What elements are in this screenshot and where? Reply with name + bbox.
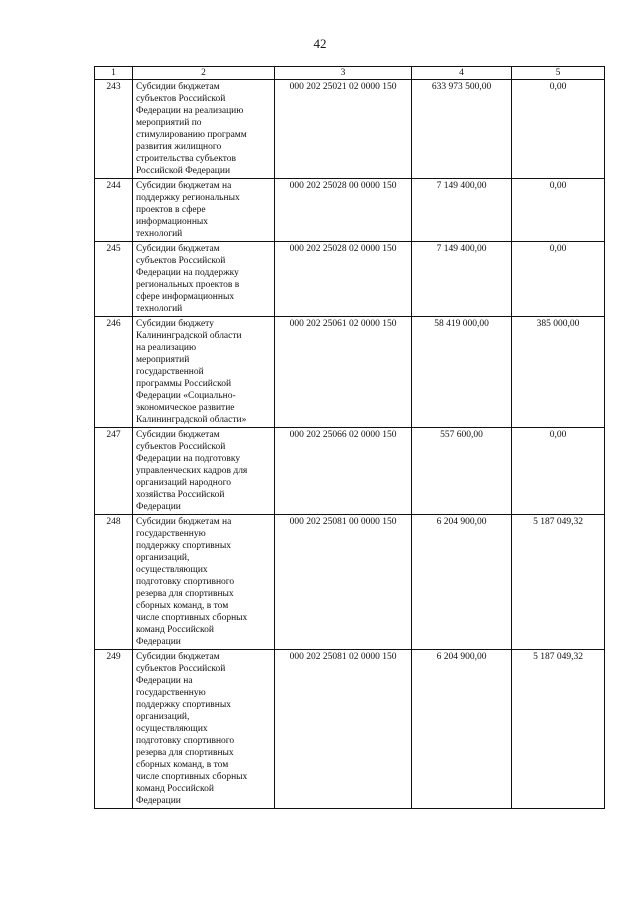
budget-code: 000 202 25028 02 0000 150	[275, 242, 412, 317]
executed-amount: 0,00	[512, 428, 605, 515]
row-number: 243	[95, 80, 133, 179]
budget-code: 000 202 25066 02 0000 150	[275, 428, 412, 515]
table-row	[95, 179, 605, 242]
column-header-5: 5	[512, 67, 605, 80]
column-header-3: 3	[275, 67, 412, 80]
planned-amount: 6 204 900,00	[412, 515, 512, 650]
table-row	[95, 428, 605, 515]
table-header-row	[95, 67, 605, 80]
column-header-1: 1	[95, 67, 133, 80]
row-number: 247	[95, 428, 133, 515]
page-number: 42	[313, 36, 327, 51]
budget-code: 000 202 25081 00 0000 150	[275, 515, 412, 650]
planned-amount: 7 149 400,00	[412, 242, 512, 317]
budget-table	[94, 66, 605, 809]
budget-code: 000 202 25081 02 0000 150	[275, 650, 412, 809]
table-row	[95, 317, 605, 428]
executed-amount: 0,00	[512, 242, 605, 317]
table-row	[95, 515, 605, 650]
planned-amount: 6 204 900,00	[412, 650, 512, 809]
column-header-2: 2	[133, 67, 275, 80]
row-number: 248	[95, 515, 133, 650]
planned-amount: 58 419 000,00	[412, 317, 512, 428]
subsidy-name: Субсидии бюджетам на государственную поддержку спортивных организаций, осуществляющих подготовку спортивного резерва для спортивных сборных команд, в том числе спортивных сборных команд Российской Федерации	[133, 515, 275, 650]
executed-amount: 5 187 049,32	[512, 515, 605, 650]
budget-code: 000 202 25061 02 0000 150	[275, 317, 412, 428]
executed-amount: 0,00	[512, 80, 605, 179]
row-number: 249	[95, 650, 133, 809]
planned-amount: 633 973 500,00	[412, 80, 512, 179]
budget-code: 000 202 25028 00 0000 150	[275, 179, 412, 242]
subsidy-name: Субсидии бюджетам субъектов Российской Федерации на государственную поддержку спортивных организаций, осуществляющих подготовку спортивного резерва для спортивных сборных команд, в том числе спортивных сборных команд Российской Федерации	[133, 650, 275, 809]
executed-amount: 0,00	[512, 179, 605, 242]
table-row	[95, 80, 605, 179]
budget-code: 000 202 25021 02 0000 150	[275, 80, 412, 179]
row-number: 245	[95, 242, 133, 317]
column-header-4: 4	[412, 67, 512, 80]
subsidy-name: Субсидии бюджету Калининградской области на реализацию мероприятий государственной программы Российской Федерации «Социально- экономическое развитие Калининградской области»	[133, 317, 275, 428]
planned-amount: 7 149 400,00	[412, 179, 512, 242]
planned-amount: 557 600,00	[412, 428, 512, 515]
row-number: 244	[95, 179, 133, 242]
table-row	[95, 650, 605, 809]
subsidy-name: Субсидии бюджетам субъектов Российской Федерации на реализацию мероприятий по стимулированию программ развития жилищного строительства субъектов Российской Федерации	[133, 80, 275, 179]
subsidy-name: Субсидии бюджетам на поддержку региональных проектов в сфере информационных технологий	[133, 179, 275, 242]
table-row	[95, 242, 605, 317]
executed-amount: 385 000,00	[512, 317, 605, 428]
subsidy-name: Субсидии бюджетам субъектов Российской Федерации на подготовку управленческих кадров для организаций народного хозяйства Российской Федерации	[133, 428, 275, 515]
executed-amount: 5 187 049,32	[512, 650, 605, 809]
subsidy-name: Субсидии бюджетам субъектов Российской Федерации на поддержку региональных проектов в сфере информационных технологий	[133, 242, 275, 317]
row-number: 246	[95, 317, 133, 428]
